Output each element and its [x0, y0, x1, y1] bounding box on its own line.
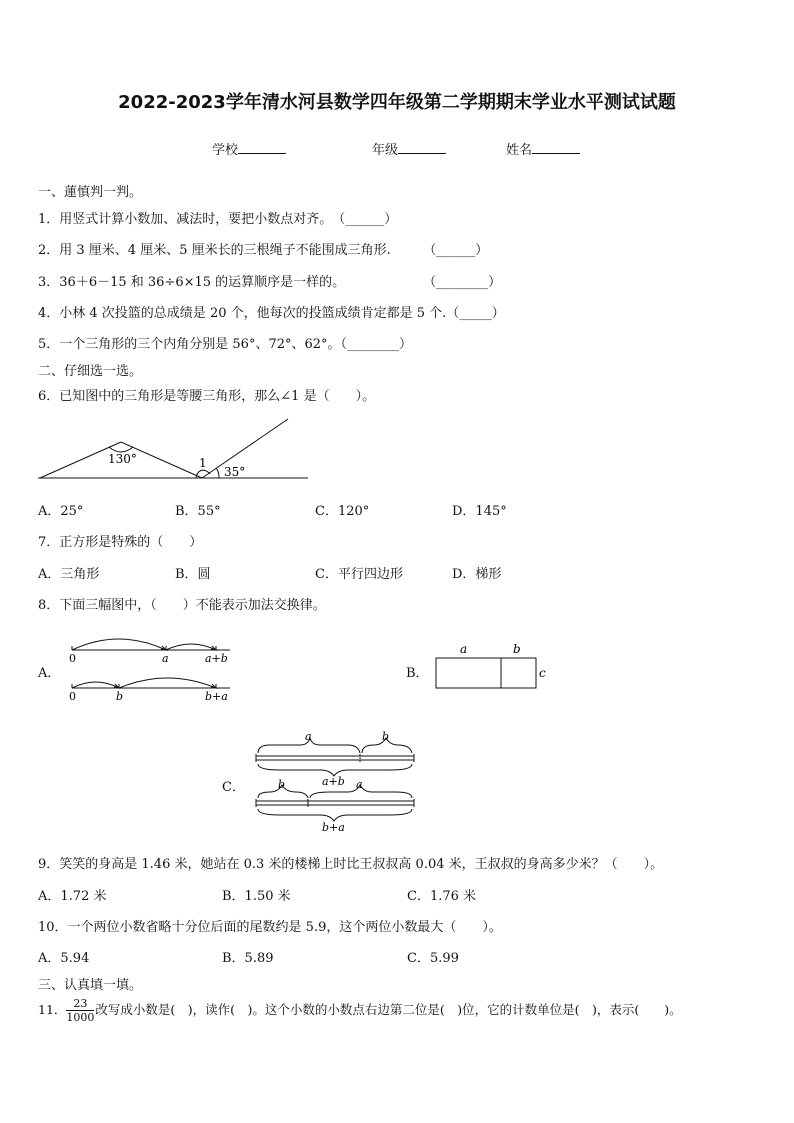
b-a: a — [460, 642, 468, 656]
q8-option-b[interactable]: B． — [406, 666, 429, 681]
angle-1-label: 1 — [199, 456, 207, 470]
school-field[interactable] — [212, 139, 286, 158]
question-4: 4．小林 4 次投篮的总成绩是 20 个，他每次的投篮成绩肯定都是 5 个.（_____） — [38, 306, 505, 321]
question-9: 9．笑笑的身高是 1.46 米，她站在 0.3 米的楼梯上时比王叔叔高 0.04 米，王叔叔的身高多少米？（ ）。 — [38, 857, 664, 872]
q7-option-c[interactable]: C．平行四边形 — [315, 567, 403, 582]
q9-option-c[interactable]: C．1.76 米 — [407, 889, 477, 904]
angle-130-label: 130° — [108, 452, 137, 466]
question-8: 8．下面三幅图中，（ ）不能表示加法交换律。 — [38, 598, 326, 613]
question-7: 7．正方形是特殊的（ ） — [38, 535, 203, 550]
page-title: 2022-2023学年清水河县数学四年级第二学期期末学业水平测试试题 — [118, 92, 676, 113]
q8-option-a[interactable]: A． — [38, 666, 61, 681]
a2-bplusa: b+a — [205, 690, 228, 703]
q6-option-b[interactable]: B．55° — [175, 504, 221, 519]
a1-zero: 0 — [69, 652, 76, 665]
c-bottom-a: a — [356, 778, 363, 791]
name-label: 姓名 — [506, 143, 533, 158]
a2-zero: 0 — [69, 690, 76, 703]
name-blank[interactable] — [532, 141, 580, 154]
c-top-a: a — [305, 730, 312, 743]
q11-fraction — [66, 997, 94, 1024]
section-1-heading: 一、蓮慎判一判。 — [38, 185, 143, 200]
grade-label: 年级 — [372, 143, 399, 158]
b-c: c — [539, 666, 546, 680]
a1-aplusb: a+b — [205, 652, 228, 665]
b-b: b — [513, 642, 521, 656]
brace-figure-c — [250, 728, 420, 836]
number-line-figure-a — [66, 628, 236, 708]
question-10: 10．一个两位小数省略十分位后面的尾数约是 5.9，这个两位小数最大（ ）。 — [38, 920, 502, 935]
c-bottom-sum: b+a — [322, 821, 345, 834]
grade-blank[interactable] — [398, 141, 446, 154]
angle-35-label: 35° — [224, 465, 246, 479]
name-field[interactable] — [506, 139, 580, 158]
q11-numerator: 23 — [66, 997, 94, 1011]
q6-option-c[interactable]: C．120° — [315, 504, 370, 519]
triangle-figure — [36, 415, 310, 483]
q9-option-a[interactable]: A．1.72 米 — [38, 889, 107, 904]
a2-b: b — [116, 690, 124, 703]
q11-number: 11． — [38, 1002, 67, 1017]
section-3-heading: 三、认真填一填。 — [38, 978, 143, 993]
rectangle-figure-b — [432, 638, 552, 694]
question-6: 6．已知图中的三角形是等腰三角形，那么∠1 是（ ）。 — [38, 389, 376, 404]
grade-field[interactable] — [372, 139, 446, 158]
q7-option-b[interactable]: B．圆 — [175, 567, 211, 582]
school-label: 学校 — [212, 143, 239, 158]
q7-option-d[interactable]: D．梯形 — [452, 567, 502, 582]
q6-option-a[interactable]: A．25° — [38, 504, 84, 519]
q10-option-b[interactable]: B．5.89 — [222, 951, 274, 966]
c-top-b: b — [382, 730, 390, 743]
question-11 — [38, 997, 682, 1024]
q11-text: 改写成小数是( )，读作( )。这个小数的小数点右边第二位是( )位，它的计数单位是( )，表示( )。 — [95, 1002, 682, 1017]
a1-a: a — [162, 652, 169, 665]
q10-option-c[interactable]: C．5.99 — [407, 951, 459, 966]
question-2: 2．用 3 厘米、4 厘米、5 厘米长的三根绳子不能围成三角形. （______） — [38, 243, 489, 258]
q10-option-a[interactable]: A．5.94 — [38, 951, 90, 966]
q9-option-b[interactable]: B．1.50 米 — [222, 889, 291, 904]
question-5: 5．一个三角形的三个内角分别是 56°、72°、62°。（________） — [38, 337, 413, 352]
school-blank[interactable] — [238, 141, 286, 154]
q11-denominator: 1000 — [66, 1011, 95, 1024]
q6-option-d[interactable]: D．145° — [452, 504, 507, 519]
c-top-sum: a+b — [322, 775, 345, 788]
q8-option-c[interactable]: C． — [222, 780, 245, 795]
question-3: 3．36＋6－15 和 36÷6×15 的运算顺序是一样的。 （________） — [38, 275, 502, 290]
question-1: 1．用竖式计算小数加、减法时，要把小数点对齐。 （______） — [38, 212, 398, 227]
q7-option-a[interactable]: A．三角形 — [38, 567, 100, 582]
section-2-heading: 二、仔细选一选。 — [38, 364, 143, 379]
c-bottom-b: b — [278, 778, 286, 791]
